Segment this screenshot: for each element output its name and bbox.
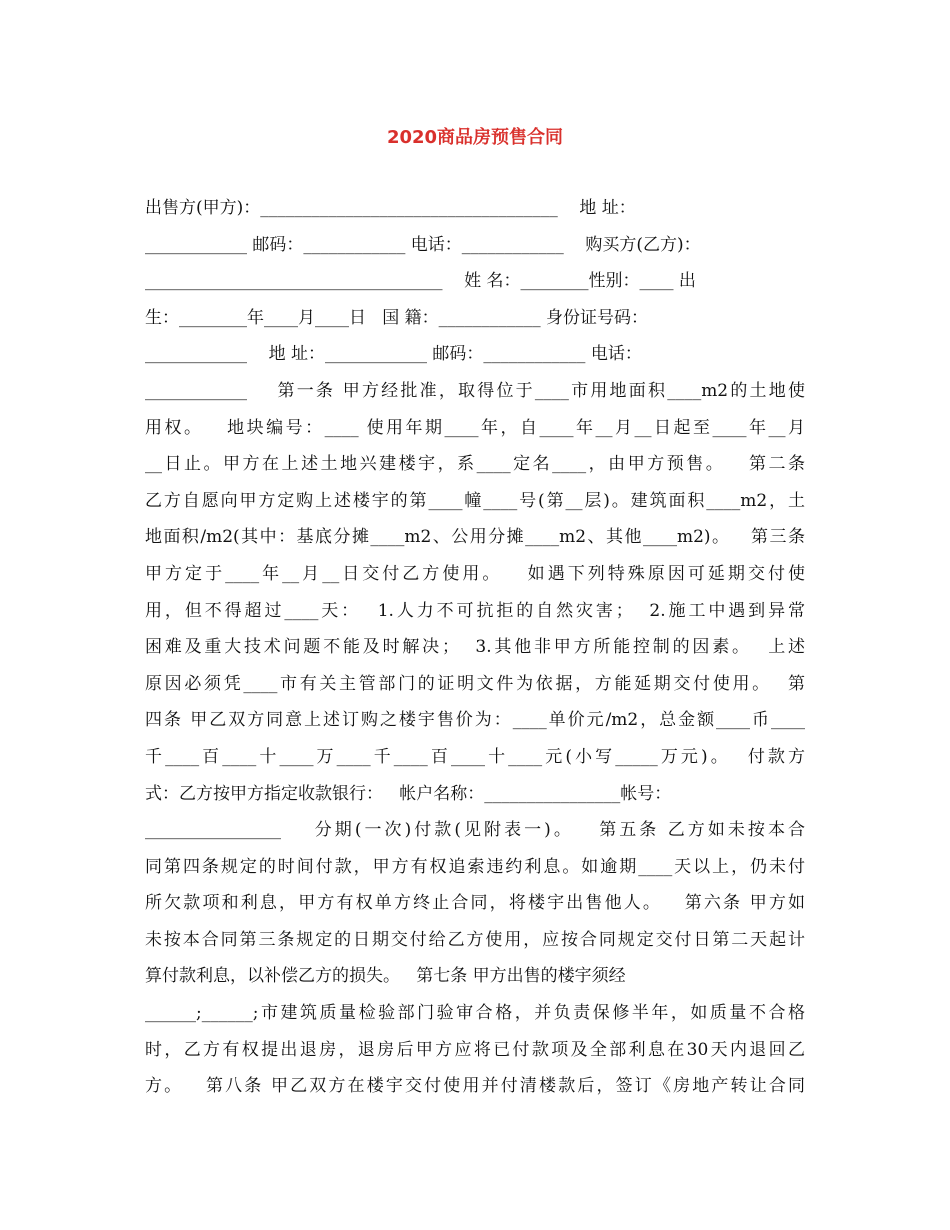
text-line: 时，乙方有权提出退房，退房后甲方应将已付款项及全部利息在30天内退回乙	[145, 1039, 805, 1060]
text-line: 千____百____十____万____千____百____十____元(小写_____万元)。 付款方	[145, 746, 805, 767]
page-title: 2020商品房预售合同	[386, 127, 564, 148]
text-line: 方。 第八条 甲乙双方在楼宇交付使用并付清楼款后，签订《房地产转让合同	[145, 1076, 805, 1097]
text-line: 式：乙方按甲方指定收款银行： 帐户名称：________________帐号：	[145, 783, 672, 804]
text-line: 所欠款项和利息，甲方有权单方终止合同，将楼宇出售他人。 第六条 甲方如	[145, 893, 805, 914]
text-line: 用，但不得超过____天： 1.人力不可抗拒的自然灾害； 2.施工中遇到异常	[145, 600, 805, 621]
text-line: ____________ 第一条 甲方经批准，取得位于____市用地面积____m2的土地使	[145, 380, 805, 401]
text-line: ______;______;市建筑质量检验部门验审合格，并负责保修半年，如质量不合格	[145, 1003, 805, 1024]
text-line: ____________ 邮码：____________ 电话：____________ 购买方(乙方)：	[145, 234, 701, 255]
text-line: 未按本合同第三条规定的日期交付给乙方使用，应按合同规定交付日第二天起计	[145, 929, 805, 950]
text-line: 原因必须凭____市有关主管部门的证明文件为依据，方能延期交付使用。 第	[145, 673, 805, 694]
text-line: 困难及重大技术问题不能及时解决； 3.其他非甲方所能控制的因素。 上述	[145, 637, 805, 658]
text-line: 地面积/m2(其中：基底分摊____m2、公用分摊____m2、其他____m2)。 第三条	[145, 527, 805, 548]
text-line: 乙方自愿向甲方定购上述楼宇的第____幢____号(第__层)。建筑面积____m2，土	[145, 490, 805, 511]
text-line: 出售方(甲方)：___________________________________ 地 址：	[145, 198, 636, 218]
text-line: ___________________________________ 姓 名：________性别：____ 出	[145, 271, 696, 292]
text-line: __日止。甲方在上述土地兴建楼宇，系____定名____，由甲方预售。 第二条	[145, 454, 805, 475]
text-line: 四条 甲乙双方同意上述订购之楼宇售价为：____单价元/m2，总金额____币____	[145, 710, 805, 731]
text-line: ________________ 分期(一次)付款(见附表一)。 第五条 乙方如未按本合	[145, 820, 805, 841]
text-line: 算付款利息，以补偿乙方的损失。 第七条 甲方出售的楼宇须经	[145, 966, 626, 987]
text-line: 用权。 地块编号：____ 使用年期____年，自____年__月__日起至____年__月	[145, 417, 805, 438]
contract-body	[145, 190, 805, 1105]
text-line: 生：________年____月____日 国 籍：____________ 身份证号码：	[145, 307, 649, 328]
text-line: 甲方定于____年__月__日交付乙方使用。 如遇下列特殊原因可延期交付使	[145, 563, 805, 584]
text-line: ____________ 地 址：____________ 邮码：____________ 电话：	[145, 344, 642, 365]
text-line: 同第四条规定的时间付款，甲方有权追索违约利息。如逾期____天以上，仍未付	[145, 856, 805, 877]
